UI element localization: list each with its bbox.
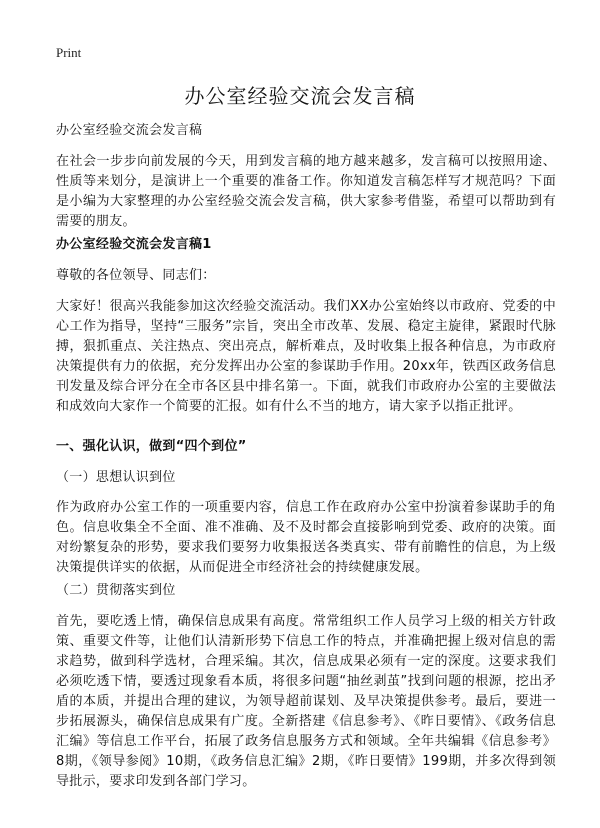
sub2-paragraph: 首先，要吃透上情，确保信息成果有高度。常常组织工作人员学习上级的相关方针政策、重要文件等，让他们认清新形势下信息工作的特点，并准确把握上级对信息的需求趋势，做到科学选材，合理采编。其次，信息成果必须有一定的深度。这要求我们必须吃透下情，要透过现象看本质，将很多问题“抽丝剥茧”找到问题的根源，挖出矛盾的本质，并提出合理的建议，为领导超前谋划、及早决策提供参考。最后，要进一步拓展源头，确保信息成果有广度。全新搭建《信息参考》、《昨日要情》、《政务信息汇编》等信息工作平台，拓展了政务信息服务方式和领域。全年共编辑《信息参考》8期，《领导参阅》10期，《政务信息汇编》2期，《昨日要情》199期，并多次得到领导批示，要求印发到各部门学习。	[56, 614, 556, 789]
greeting-line: 尊敬的各位领导、同志们：	[56, 268, 216, 283]
speech1-heading: 办公室经验交流会发言稿1	[56, 237, 212, 252]
section1-heading: 一、强化认识，做到“四个到位”	[56, 439, 247, 454]
sub2-heading: （二）贯彻落实到位	[56, 583, 176, 598]
sub1-paragraph: 作为政府办公室工作的一项重要内容，信息工作在政府办公室中扮演着参谋助手的角色。信息收集全不全面、准不准确、及不及时都会直接影响到党委、政府的决策。面对纷繁复杂的形势，要求我们要努力收集报送各类真实、带有前瞻性的信息，为上级决策提供详实的依据，从而促进全市经济社会的持续健康发展。	[56, 500, 556, 575]
document-subtitle: 办公室经验交流会发言稿	[56, 123, 203, 138]
document-title: 办公室经验交流会发言稿	[184, 84, 416, 108]
print-link[interactable]: Print	[56, 45, 82, 60]
intro-paragraph: 在社会一步步向前发展的今天，用到发言稿的地方越来越多，发言稿可以按照用途、性质等来划分，是演讲上一个重要的准备工作。你知道发言稿怎样写才规范吗？下面是小编为大家整理的办公室经验交流会发言稿，供大家参考借鉴，希望可以帮助到有需要的朋友。	[56, 154, 556, 229]
opening-paragraph: 大家好！很高兴我能参加这次经验交流活动。我们XX办公室始终以市政府、党委的中心工作为指导，坚持“三服务”宗旨，突出全市改革、发展、稳定主旋律，紧跟时代脉搏，狠抓重点、关注热点、突出亮点，解析难点，及时收集上报各种信息，为市政府决策提供有力的依据，充分发挥出办公室的参谋助手作用。20xx年，铁西区政务信息刊发量及综合评分在全市各区县中排名第一。下面，就我们市政府办公室的主要做法和成效向大家作一个简要的汇报。如有什么不当的地方，请大家予以指正批评。	[56, 299, 556, 414]
sub1-heading: （一）思想认识到位	[56, 470, 176, 485]
